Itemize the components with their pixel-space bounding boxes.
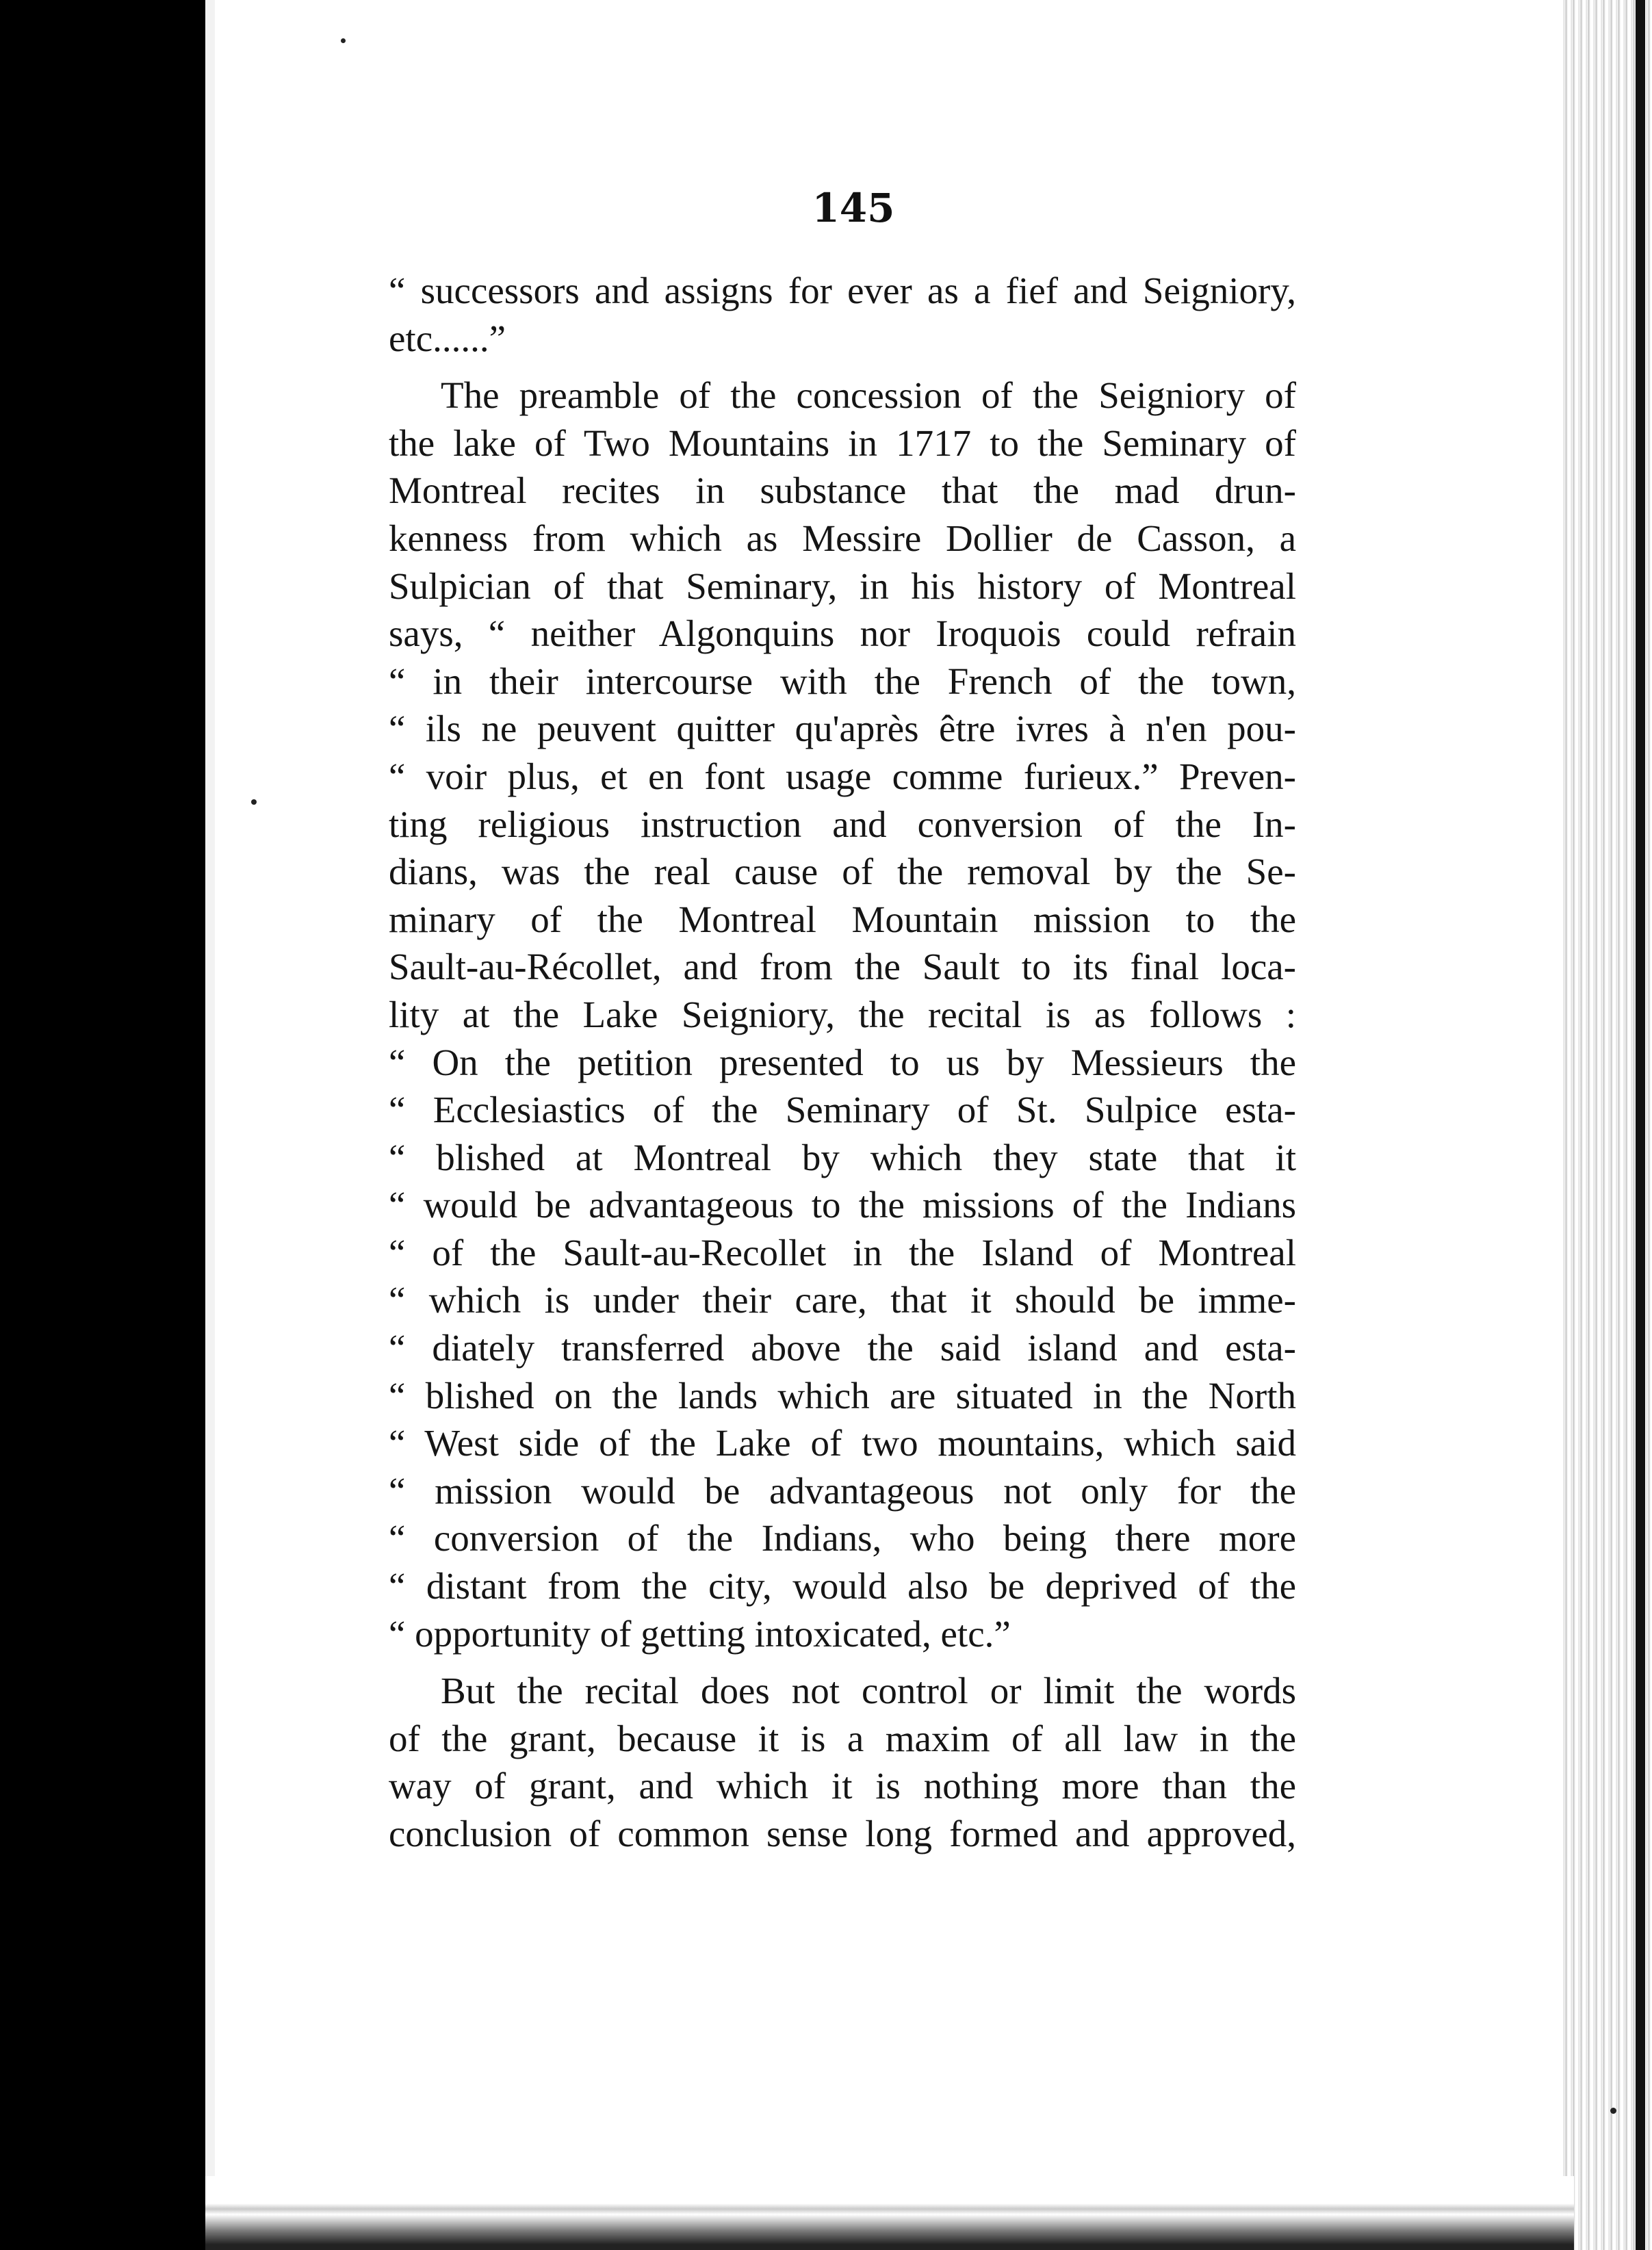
text-line: the lake of Two Mountains in 1717 to the Seminary of (389, 422, 1296, 464)
paragraph (389, 1667, 1296, 1857)
text-line: “ in their intercourse with the French of the town, (389, 660, 1296, 702)
paragraph (389, 372, 1296, 1657)
text-line: minary of the Montreal Mountain mission to the (389, 898, 1296, 940)
text-line: Sault-au-Récollet, and from the Sault to its final loca- (389, 946, 1296, 988)
text-line: Montreal recites in substance that the mad drun- (389, 469, 1296, 512)
text-line: “ mission would be advantageous not only for the (389, 1469, 1296, 1512)
text-line: dians, was the real cause of the removal by the Se- (389, 851, 1296, 893)
text-line: But the recital does not control or limit the words (441, 1670, 1296, 1712)
text-line: Sulpician of that Seminary, in his history of Montreal (389, 565, 1296, 607)
text-line: conclusion of common sense long formed and approved, (389, 1813, 1296, 1854)
text-line: kenness from which as Messire Dollier de Casson, a (389, 517, 1296, 559)
page-gutter (205, 0, 215, 2250)
text-line: “ of the Sault-au-Recollet in the Island of Montreal (389, 1231, 1296, 1273)
text-line: “ ils ne peuvent quitter qu'après être ivres à n'en pou- (389, 708, 1296, 750)
text-line: “ would be advantageous to the missions of the Indians (389, 1184, 1296, 1226)
text-line: “ On the petition presented to us by Messieurs the (389, 1041, 1296, 1083)
text-line: lity at the Lake Seigniory, the recital is as follows : (389, 993, 1296, 1035)
text-line: “ blished on the lands which are situated in the North (389, 1374, 1296, 1417)
text-line: “ West side of the Lake of two mountains, which said (389, 1422, 1296, 1464)
text-line: etc......” (389, 317, 506, 359)
scan-speck (341, 38, 346, 43)
body-text (389, 267, 1296, 1858)
text-line: “ Ecclesiastics of the Seminary of St. Sulpice esta- (389, 1089, 1296, 1131)
text-line: “ opportunity of getting intoxicated, etc.” (389, 1612, 1011, 1655)
scan-speck (251, 799, 257, 805)
text-line: “ successors and assigns for ever as a fief and Seigniory, (389, 270, 1296, 311)
text-line: The preamble of the concession of the Seigniory of (441, 374, 1296, 417)
page-edge-border (1636, 0, 1645, 2250)
book-binding-shadow (0, 0, 205, 2250)
page-number: 145 (812, 185, 895, 231)
text-line: says, “ neither Algonquins nor Iroquois could refrain (389, 612, 1296, 655)
paragraph (389, 267, 1296, 362)
text-line: “ conversion of the Indians, who being there more (389, 1517, 1296, 1560)
text-line: “ which is under their care, that it should be imme- (389, 1279, 1296, 1321)
text-line: of the grant, because it is a maxim of all law in the (389, 1717, 1296, 1759)
text-line: “ blished at Montreal by which they state that it (389, 1136, 1296, 1178)
scan-speck (1610, 2108, 1616, 2114)
text-line: ting religious instruction and conversion of the In- (389, 803, 1296, 845)
text-line: way of grant, and which it is nothing more than the (389, 1765, 1296, 1807)
text-line: “ distant from the city, would also be deprived of the (389, 1565, 1296, 1607)
text-line: “ voir plus, et en font usage comme furieux.” Preven- (389, 755, 1296, 797)
text-line: “ diately transferred above the said island and esta- (389, 1327, 1296, 1369)
page-bottom-edge (205, 2176, 1574, 2250)
